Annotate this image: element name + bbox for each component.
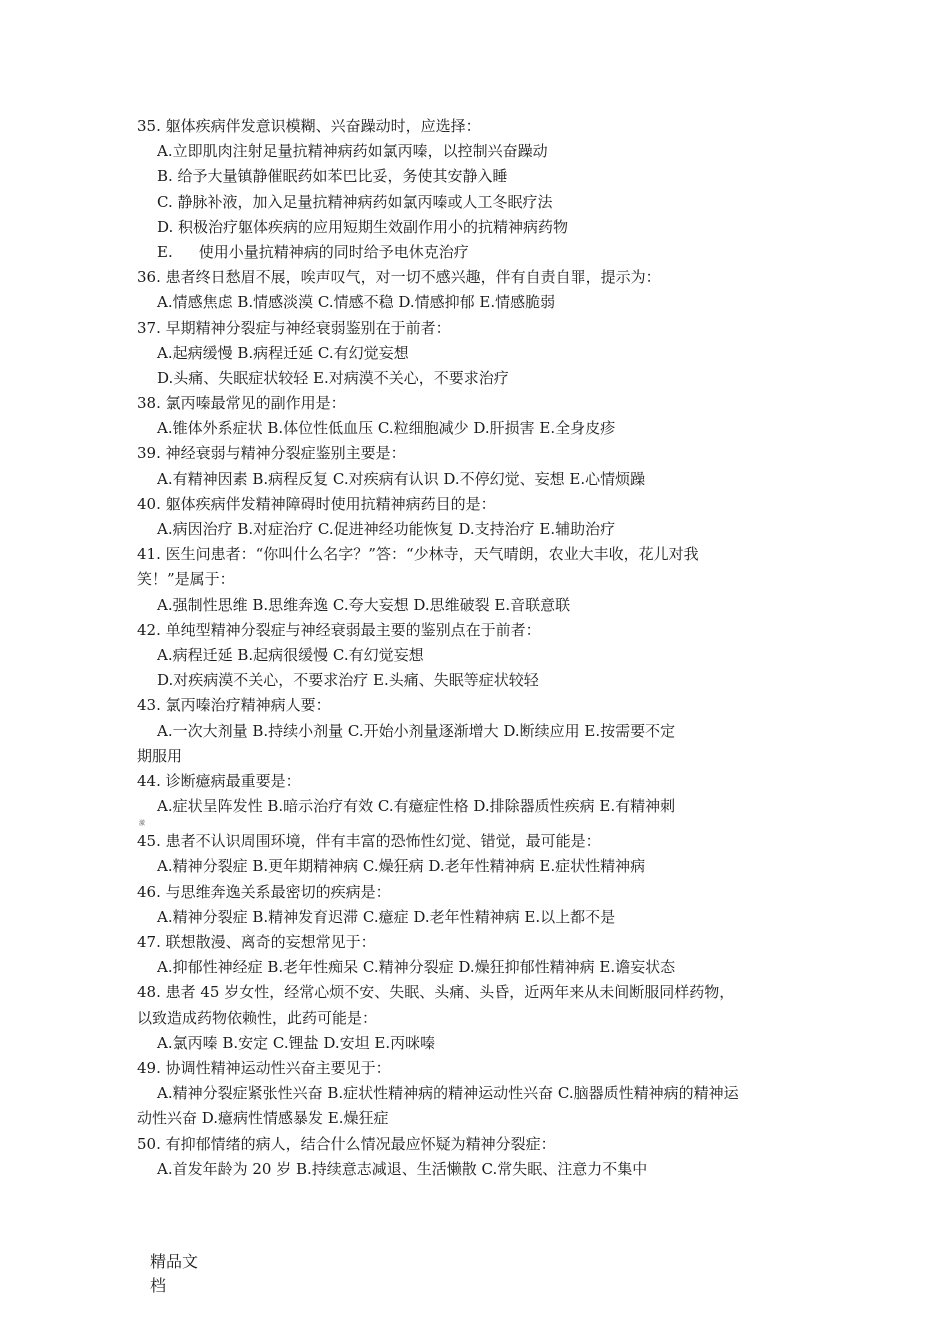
answer-options: A.病因治疗 B.对症治疗 C.促进神经功能恢复 D.支持治疗 E.辅助治疗 [157,520,616,538]
question-stem: 43. 氯丙嗪治疗精神病人要： [137,696,331,715]
continuation-line: 动性兴奋 D.癔病性情感暴发 E.燥狂症 [137,1109,389,1128]
question-stem: 47. 联想散漫、离奇的妄想常见于： [137,933,376,951]
question-stem: 40. 躯体疾病伴发精神障碍时使用抗精神病药目的是： [137,494,496,513]
answer-options: C. 静脉补液，加入足量抗精神病药如氯丙嗪或人工冬眠疗法 [157,192,553,211]
question-stem: 38. 氯丙嗪最常见的副作用是： [137,394,346,413]
answer-options: D.头痛、失眠症状较轻 E.对病漠不关心，不要求治疗 [157,368,509,387]
footer-watermark [150,1250,210,1298]
question-stem: 39. 神经衰弱与精神分裂症鉴别主要是： [137,444,406,463]
answer-options: A.精神分裂症 B.更年期精神病 C.燥狂病 D.老年性精神病 E.症状性精神病 [157,857,646,876]
continuation-line: 笑！”是属于： [137,570,235,589]
answer-options: A.症状呈阵发性 B.暗示治疗有效 C.有癔症性格 D.排除器质性疾病 E.有精神刺 [157,797,676,816]
answer-options: A.精神分裂症 B.精神发育迟滞 C.癔症 D.老年性精神病 E.以上都不是 [157,907,616,926]
question-list [137,114,807,1182]
answer-options: A.强制性思维 B.思维奔逸 C.夸大妄想 D.思维破裂 E.音联意联 [157,595,571,614]
option-text: 使用小量抗精神病的同时给予电休克治疗 [198,242,469,261]
answer-option-e [137,240,807,265]
continuation-line: 以致造成药物依赖性，此药可能是： [137,1008,378,1027]
question-stem: 45. 患者不认识周围环境，伴有丰富的恐怖性幻觉、错觉，最可能是： [137,832,601,851]
question-stem: 46. 与思维奔逸关系最密切的疾病是： [137,882,391,901]
answer-options: A.锥体外系症状 B.体位性低血压 C.粒细胞减少 D.肝损害 E.全身皮疹 [157,419,616,438]
question-stem: 48. 患者 45 岁女性，经常心烦不安、失眠、头痛、头昏，近两年来从未间断服同样药物， [137,983,735,1002]
option-letter: E. [157,242,173,261]
answer-options: A.精神分裂症紧张性兴奋 B.症状性精神病的精神运动性兴奋 C.脑器质性精神病的精神运 [157,1084,739,1103]
answer-options: A.情感焦虑 B.情感淡漠 C.情感不稳 D.情感抑郁 E.情感脆弱 [157,293,556,312]
answer-options: B. 给予大量镇静催眠药如苯巴比妥，务使其安静入睡 [157,167,508,186]
answer-options: D.对疾病漠不关心，不要求治疗 E.头痛、失眠等症状较轻 [157,671,539,690]
wrapped-fragment: 激 [139,820,146,828]
continuation-line: 期服用 [137,746,183,765]
question-stem: 36. 患者终日愁眉不展，唉声叹气，对一切不感兴趣，伴有自责自罪，提示为： [137,268,661,287]
footer-line-1: 精品文 [150,1252,199,1271]
answer-options: A.立即肌肉注射足量抗精神病药如氯丙嗪，以控制兴奋躁动 [157,142,548,161]
answer-options: A.氯丙嗪 B.安定 C.锂盐 D.安坦 E.丙咪嗪 [157,1033,436,1052]
answer-options: A.病程迁延 B.起病很缓慢 C.有幻觉妄想 [157,645,424,664]
answer-options: A.有精神因素 B.病程反复 C.对疾病有认识 D.不停幻觉、妄想 E.心情烦躁 [157,469,646,488]
footer-line-2: 档 [150,1276,167,1295]
answer-options: A.首发年龄为 20 岁 B.持续意志减退、生活懒散 C.常失眠、注意力不集中 [157,1159,648,1178]
question-stem: 42. 单纯型精神分裂症与神经衰弱最主要的鉴别点在于前者： [137,620,541,639]
question-stem: 50. 有抑郁情绪的病人，结合什么情况最应怀疑为精神分裂症： [137,1134,556,1153]
question-stem: 44. 诊断癔病最重要是： [137,771,301,790]
answer-options: D. 积极治疗躯体疾病的应用短期生效副作用小的抗精神病药物 [157,217,569,236]
answer-options: A.一次大剂量 B.持续小剂量 C.开始小剂量逐渐增大 D.断续应用 E.按需要不定 [157,721,676,740]
answer-options: A.起病缓慢 B.病程迁延 C.有幻觉妄想 [157,343,409,362]
question-stem: 35. 躯体疾病伴发意识模糊、兴奋躁动时，应选择： [137,117,481,135]
answer-options: A.抑郁性神经症 B.老年性痴呆 C.精神分裂症 D.燥狂抑郁性精神病 E.谵妄状态 [157,958,676,977]
question-stem: 37. 早期精神分裂症与神经衰弱鉴别在于前者： [137,318,451,337]
question-stem: 49. 协调性精神运动性兴奋主要见于： [137,1058,391,1077]
question-stem: 41. 医生问患者：“你叫什么名字？”答：“少林寺，天气晴朗，农业大丰收，花儿对我 [137,545,699,564]
